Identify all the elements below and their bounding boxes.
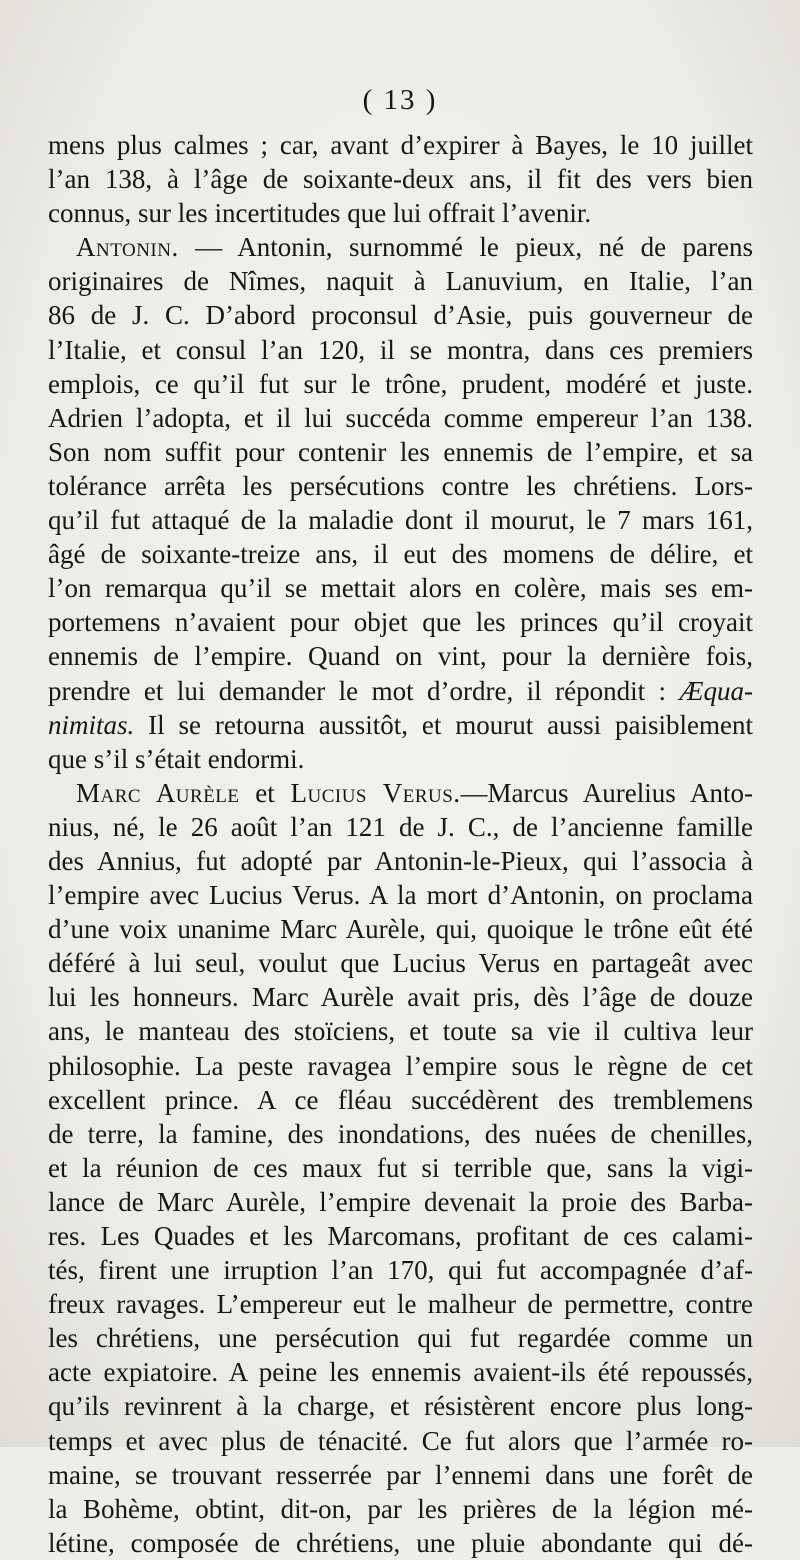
line-text: déféré à lui seul, voulut que Lucius Verus en partageât avec	[48, 948, 753, 979]
line-text: des Annius, fut adopté par Antonin-le-Pieux, qui l’associa à	[48, 845, 753, 876]
line-text: lui les honneurs. Marc Aurèle avait pris, dès l’âge de douze	[48, 982, 753, 1013]
text-line	[48, 401, 753, 435]
text-line	[48, 298, 753, 332]
line-text: tés, firent une irruption l’an 170, qui fut accompagnée d’af-	[48, 1255, 753, 1286]
text-line	[48, 503, 753, 537]
text-line	[48, 333, 753, 367]
line-text: Il se retourna aussitôt, et mourut aussi paisiblement	[134, 709, 753, 740]
line-text: et	[239, 777, 291, 808]
text-line	[48, 810, 753, 844]
text-line	[48, 537, 753, 571]
line-text: les chrétiens, une persécution qui fut regardée comme un	[48, 1323, 753, 1354]
text-line	[48, 469, 753, 503]
text-line	[48, 1389, 753, 1423]
text-line	[48, 1219, 753, 1253]
text-line	[48, 230, 753, 264]
small-caps-heading: Lucius Verus.	[290, 777, 461, 808]
small-caps-heading: Marc Aurèle	[76, 777, 240, 808]
line-text: originaires de Nîmes, naquit à Lanuvium, en Italie, l’an	[48, 266, 753, 297]
line-text: freux ravages. L’empereur eut le malheur de permettre, contre	[48, 1289, 753, 1320]
text-line	[48, 1424, 753, 1458]
text-line	[48, 1014, 753, 1048]
line-text: l’on remarqua qu’il se mettait alors en colère, mais ses em-	[48, 573, 753, 604]
text-line	[48, 742, 753, 776]
line-text: portemens n’avaient pour objet que les princes qu’il croyait	[48, 607, 753, 638]
italic-text: Æqua-	[679, 675, 753, 706]
line-text: l’an 138, à l’âge de soixante-deux ans, il fit des vers bien	[48, 164, 753, 195]
text-line	[48, 912, 753, 946]
line-text: lance de Marc Aurèle, l’empire devenait la proie des Barba-	[48, 1186, 753, 1217]
text-line	[48, 1083, 753, 1117]
line-text: la Bohème, obtint, dit-on, par les prières de la légion mé-	[48, 1493, 753, 1524]
text-line	[48, 571, 753, 605]
text-line	[48, 878, 753, 912]
text-line	[48, 162, 753, 196]
text-line	[48, 1117, 753, 1151]
line-text: âgé de soixante-treize ans, il eut des momens de délire, et	[48, 539, 753, 570]
text-line	[48, 1151, 753, 1185]
line-text: tolérance arrêta les persécutions contre les chrétiens. Lors-	[48, 470, 753, 501]
line-text: — Antonin, surnommé le pieux, né de parens	[178, 232, 753, 263]
text-line	[48, 1049, 753, 1083]
line-text: connus, sur les incertitudes que lui offrait l’avenir.	[48, 198, 592, 229]
text-line	[48, 844, 753, 878]
line-text: d’une voix unanime Marc Aurèle, qui, quoique le trône eût été	[48, 914, 753, 945]
line-text: de terre, la famine, des inondations, des nuées de chenilles,	[48, 1118, 753, 1149]
line-text: l’Italie, et consul l’an 120, il se montra, dans ces premiers	[48, 334, 753, 365]
line-text: —Marcus Aurelius Anto-	[460, 777, 753, 808]
text-line	[48, 605, 753, 639]
text-line	[48, 1253, 753, 1287]
text-line	[48, 128, 753, 162]
line-text: qu’ils revinrent à la charge, et résistèrent encore plus long-	[48, 1391, 753, 1422]
text-line	[48, 1321, 753, 1355]
line-text: maine, se trouvant resserrée par l’ennemi dans une forêt de	[48, 1459, 753, 1490]
text-line	[48, 1492, 753, 1526]
text-line	[48, 1287, 753, 1321]
small-caps-heading: Antonin.	[76, 232, 179, 263]
line-text: acte expiatoire. A peine les ennemis avaient-ils été repoussés,	[48, 1357, 753, 1388]
text-line	[48, 708, 753, 742]
text-line	[48, 1458, 753, 1492]
text-line	[48, 196, 753, 230]
line-text: ans, le manteau des stoïciens, et toute sa vie il cultiva leur	[48, 1016, 753, 1047]
text-line	[48, 674, 753, 708]
text-line	[48, 435, 753, 469]
line-text: que s’il s’était endormi.	[48, 743, 305, 774]
line-text: emplois, ce qu’il fut sur le trône, prudent, modéré et juste.	[48, 368, 753, 399]
text-line	[48, 1526, 753, 1560]
text-line	[48, 946, 753, 980]
line-text: mens plus calmes ; car, avant d’expirer à Bayes, le 10 juillet	[48, 130, 753, 160]
line-text: Adrien l’adopta, et il lui succéda comme empereur l’an 138.	[48, 402, 753, 433]
line-text: Son nom suffit pour contenir les ennemis de l’empire, et sa	[48, 436, 753, 467]
text-line	[48, 1185, 753, 1219]
line-text: prendre et lui demander le mot d’ordre, il répondit :	[48, 675, 680, 706]
italic-text: nimitas.	[48, 709, 135, 740]
text-line	[48, 776, 753, 810]
text-line	[48, 1355, 753, 1389]
text-line	[48, 980, 753, 1014]
line-text: ennemis de l’empire. Quand on vint, pour la dernière fois,	[48, 641, 753, 672]
line-text: excellent prince. A ce fléau succédèrent des tremblemens	[48, 1084, 753, 1115]
text-line	[48, 639, 753, 673]
line-text: nius, né, le 26 août l’an 121 de J. C., de l’ancienne famille	[48, 811, 753, 842]
text-line	[48, 367, 753, 401]
line-text: 86 de J. C. D’abord proconsul d’Asie, puis gouverneur de	[48, 300, 753, 331]
line-text: qu’il fut attaqué de la maladie dont il mourut, le 7 mars 161,	[48, 505, 753, 536]
line-text: temps et avec plus de ténacité. Ce fut alors que l’armée ro-	[48, 1425, 753, 1456]
body-text	[48, 128, 753, 1560]
line-text: l’empire avec Lucius Verus. A la mort d’Antonin, on proclama	[48, 880, 753, 911]
line-text: philosophie. La peste ravagea l’empire sous le règne de cet	[48, 1050, 753, 1081]
line-text: létine, composée de chrétiens, une pluie abondante qui dé-	[48, 1527, 753, 1558]
text-line	[48, 264, 753, 298]
line-text: res. Les Quades et les Marcomans, profitant de ces calami-	[48, 1221, 753, 1251]
page-number: ( 13 )	[362, 84, 438, 116]
line-text: et la réunion de ces maux fut si terrible que, sans la vigi-	[48, 1152, 753, 1183]
